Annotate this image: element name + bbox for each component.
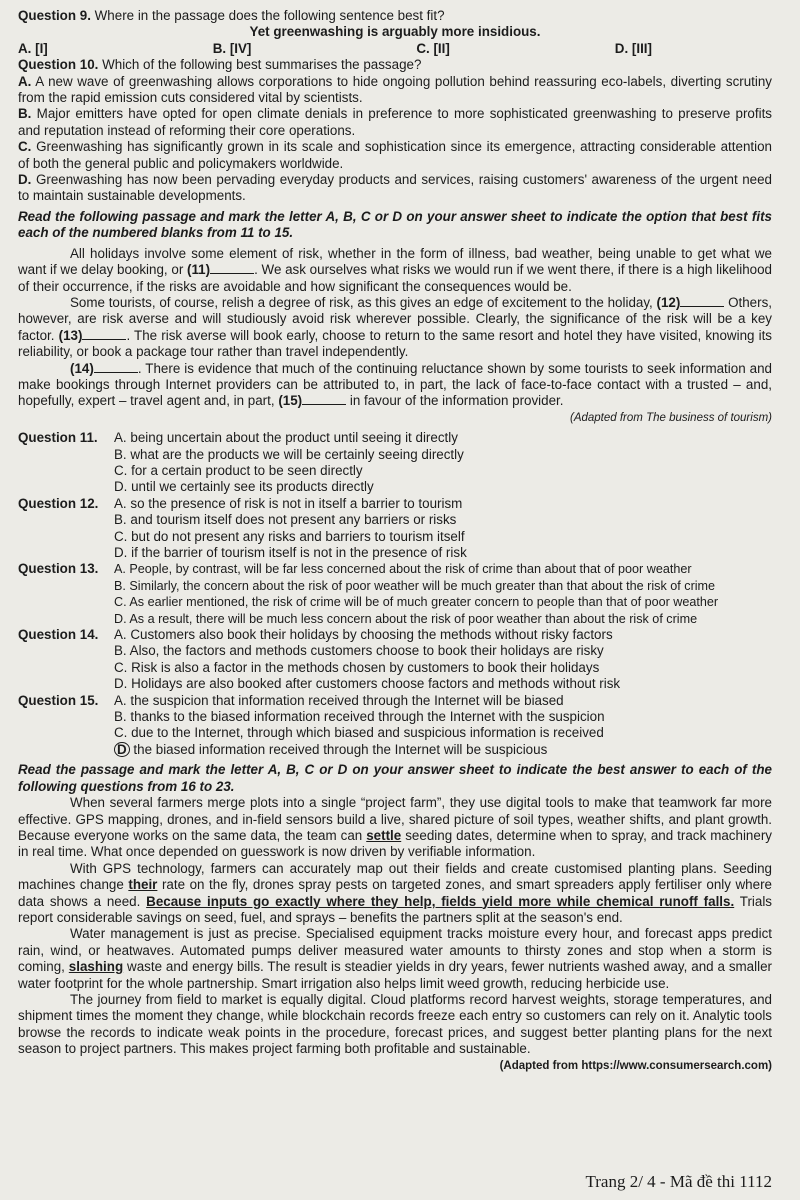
question-10 <box>18 57 772 205</box>
word-settle: settle <box>366 827 402 843</box>
q14-option-d[interactable]: D. Holidays are also booked after customers choose factors and methods without risk <box>114 676 621 692</box>
q10-d-text: Greenwashing has now been pervading everyday products and services, raising customers' awareness of the urgent need to maintain sustainable developments. <box>18 172 772 204</box>
blank-13 <box>82 339 126 340</box>
blank-11-number: (11) <box>187 262 211 278</box>
p2-para-4-text: The journey from field to market is equally digital. Cloud platforms record harvest weights, storage temperatures, and shipment times the moment they change, while blockchain records freeze each entry so customers can rely on it. Analytic tools browse the records to indicate weak points in the procedure, forecast prices, and suggest better planting plans for the next season to project partners. This makes project farming both profitable and sustainable. <box>18 991 772 1057</box>
q11-option-d[interactable]: D. until we certainly see its products directly <box>114 479 374 495</box>
question-12 <box>18 496 772 562</box>
q14-option-b[interactable]: B. Also, the factors and methods customers choose to book their holidays are risky <box>114 643 604 659</box>
q10-b-text: Major emitters have opted for open climate denials in preference to more sophisticated greenwashing to preserve profits and reputation instead of reforming their core operations. <box>18 106 772 138</box>
question-9 <box>18 8 772 57</box>
q14-option-c[interactable]: C. Risk is also a factor in the methods chosen by customers to book their holidays <box>114 659 600 675</box>
q13-label: Question 13. <box>18 561 99 577</box>
q9-stem: Where in the passage does the following sentence best fit? <box>94 8 445 23</box>
q15-option-c[interactable]: C. due to the Internet, through which biased and suspicious information is received <box>114 725 604 741</box>
q13-option-b[interactable]: B. Similarly, the concern about the risk of poor weather will be much greater than that about the risk of crime <box>114 578 716 593</box>
q15-d-text: the biased information received through the Internet will be suspicious <box>133 741 548 757</box>
q15-label: Question 15. <box>18 692 99 708</box>
source-prefix: (Adapted from <box>569 411 643 424</box>
q11-option-b[interactable]: B. what are the products we will be certainly seeing directly <box>114 446 464 462</box>
instruction-16-23: Read the passage and mark the letter A, B, C or D on your answer sheet to indicate the best answer to each of the following questions from 16 to 23. <box>18 762 772 794</box>
question-13 <box>18 561 772 627</box>
p1-text-1: All holidays involve some element of risk, whether in the form of illness, bad weather, being unable to get what we want if we delay booking, or <box>18 245 772 278</box>
passage-1-source <box>18 410 772 426</box>
q13-option-c[interactable]: C. As earlier mentioned, the risk of crime will be of much greater concern to people than that of poor weather <box>114 595 719 610</box>
passage-project-farm <box>18 795 772 1074</box>
question-15 <box>18 693 772 759</box>
instruction-11-15: Read the following passage and mark the letter A, B, C or D on your answer sheet to indicate the option that best fits each of the numbered blanks from 11 to 15. <box>18 208 772 241</box>
q15-option-d[interactable] <box>18 742 772 758</box>
p2-para-1-text-2: seeding dates, determine when to spray, and track machinery in real time. What once depended on guesswork is now driven by verifiable information. <box>18 827 772 860</box>
q15-option-a[interactable]: A. the suspicion that information received through the Internet will be biased <box>114 692 564 708</box>
q10-option-d[interactable] <box>18 172 772 205</box>
p1-text-2: . We ask ourselves what risks we would run if we went there, if there is a high likelihood of their occurrence, if the risks are avoidable and how significant the consequences would be. <box>18 262 772 294</box>
q10-c-letter: C. <box>18 139 32 155</box>
q9-option-b[interactable]: B. [IV] <box>212 40 252 56</box>
q9-option-c[interactable]: C. [II] <box>416 40 450 56</box>
q12-option-d[interactable]: D. if the barrier of tourism itself is not in the presence of risk <box>114 545 467 560</box>
p2-para-3-text-2: waste and energy bills. The result is steadier yields in dry years, fewer nutrients washed away, and a smaller water footprint for the whole partnership. Smart irrigation also helps limit weed growth, reducing herbicide use. <box>18 959 772 991</box>
passage-2-source: (Adapted from https://www.consumersearch.com) <box>499 1059 772 1072</box>
q11-label: Question 11. <box>18 430 98 446</box>
question-14 <box>18 627 772 693</box>
q11-option-c[interactable]: C. for a certain product to be seen directly <box>114 462 363 478</box>
p1-text-3: Some tourists, of course, relish a degree of risk, as this gives an edge of excitement to the holiday, <box>70 294 653 310</box>
p1-text-4: Others, however, are risk averse and will studiously avoid risk wherever possible. Clearly, the significance of the risk will be a key factor. <box>18 294 772 343</box>
word-slashing: slashing <box>68 959 124 975</box>
page-footer: Trang 2/ 4 - Mã đề thi 1112 <box>585 1171 772 1191</box>
q15-option-b[interactable]: B. thanks to the biased information received through the Internet with the suspicion <box>114 709 605 725</box>
source-title: The business of tourism <box>646 411 769 424</box>
word-their: their <box>128 877 158 893</box>
q10-a-text: A new wave of greenwashing allows corporations to hide ongoing pollution behind reassuring eco-labels, diverting scrutiny from the rapid emission cuts considered vital by scientists. <box>18 73 773 106</box>
q12-label: Question 12. <box>18 495 99 511</box>
p2-para-2-text-3: Trials report considerable savings on seed, fuel, and sprays – benefits the partners split at the season's end. <box>18 893 772 925</box>
blank-13-number: (13) <box>58 327 83 343</box>
q12-option-b[interactable]: B. and tourism itself does not present any barriers or risks <box>114 512 457 528</box>
q10-c-text: Greenwashing has significantly grown in its scale and sophistication since its emergence, attracting considerable attention of both the general public and policymakers worldwide. <box>18 139 772 171</box>
question-11 <box>18 430 772 496</box>
q10-b-letter: B. <box>18 106 32 122</box>
q9-options <box>18 41 772 57</box>
p1-text-6: . There is evidence that much of the continuing reluctance shown by some tourists to seek information and make bookings through Internet providers can be attributed to, in part, the lack of face-to-face contact with a trusted – and, hopefully, expert – travel agent and, in part, <box>18 360 772 409</box>
q9-sentence: Yet greenwashing is arguably more insidious. <box>249 24 541 40</box>
p2-para-1-text-1: When several farmers merge plots into a single “project farm”, they use digital tools to make that teamwork far more effective. GPS mapping, drones, and in-field sensors build a live, shared picture of soil types, weather shifts, and plant growth. Because everyone works on the same data, the team can <box>18 795 772 843</box>
p1-text-7: in favour of the information provider. <box>349 393 564 409</box>
q10-label: Question 10. <box>18 57 99 73</box>
source-suffix: ) <box>768 411 772 424</box>
blank-15 <box>302 404 346 405</box>
blank-12-number: (12) <box>656 294 681 310</box>
q13-option-d[interactable]: D. As a result, there will be much less concern about the risk of poor weather than about the risk of crime <box>114 611 698 626</box>
q11-option-a[interactable]: A. being uncertain about the product until seeing it directly <box>114 430 458 446</box>
q14-label: Question 14. <box>18 627 99 643</box>
q12-option-a[interactable]: A. so the presence of risk is not in itself a barrier to tourism <box>114 495 463 511</box>
q14-option-a[interactable]: A. Customers also book their holidays by choosing the methods without risky factors <box>114 627 613 643</box>
q10-option-b[interactable] <box>18 106 772 139</box>
p2-para-2-text-2: rate on the fly, drones spray pests on targeted zones, and smart spreaders apply fertiliser only where data shows a need. <box>18 877 772 909</box>
passage-tourism <box>18 246 772 426</box>
sentence-inputs-bold: Because inputs go exactly where they help, fields yield more while chemical runoff falls. <box>146 893 735 909</box>
p1-text-5: . The risk averse will book early, choose to return to the same resort and hotel they have visited, knowing its reliability, or book a package tour rather than travel independently. <box>18 327 772 360</box>
blank-12 <box>680 306 724 307</box>
q10-option-a[interactable] <box>18 74 772 107</box>
q9-option-a[interactable]: A. [I] <box>18 40 48 56</box>
blank-14-number: (14) <box>70 360 94 376</box>
q10-a-letter: A. <box>18 73 32 89</box>
blank-14 <box>94 372 138 373</box>
q15-d-circled-letter: D <box>114 742 130 757</box>
blank-15-number: (15) <box>278 393 303 409</box>
blank-11 <box>210 273 254 274</box>
q10-stem: Which of the following best summarises the passage? <box>102 57 422 73</box>
q13-option-a[interactable]: A. People, by contrast, will be far less concerned about the risk of crime than about that of poor weather <box>114 562 692 577</box>
q10-d-letter: D. <box>18 172 32 188</box>
q9-option-d[interactable]: D. [III] <box>614 40 652 56</box>
q9-label: Question 9. <box>18 8 91 23</box>
q10-option-c[interactable] <box>18 139 772 172</box>
p2-para-3-text-1: Water management is just as precise. Specialised equipment tracks moisture every hour, and forecast apps predict rain, wind, or heatwaves. Automated pumps deliver measured water amounts to thirsty zones and stop when a storm is coming, <box>18 926 772 975</box>
p2-para-2-text-1: With GPS technology, farmers can accurately map out their fields and create customised planting plans. Seeding machines change <box>18 860 772 893</box>
q12-option-c[interactable]: C. but do not present any risks and barriers to tourism itself <box>114 528 465 544</box>
